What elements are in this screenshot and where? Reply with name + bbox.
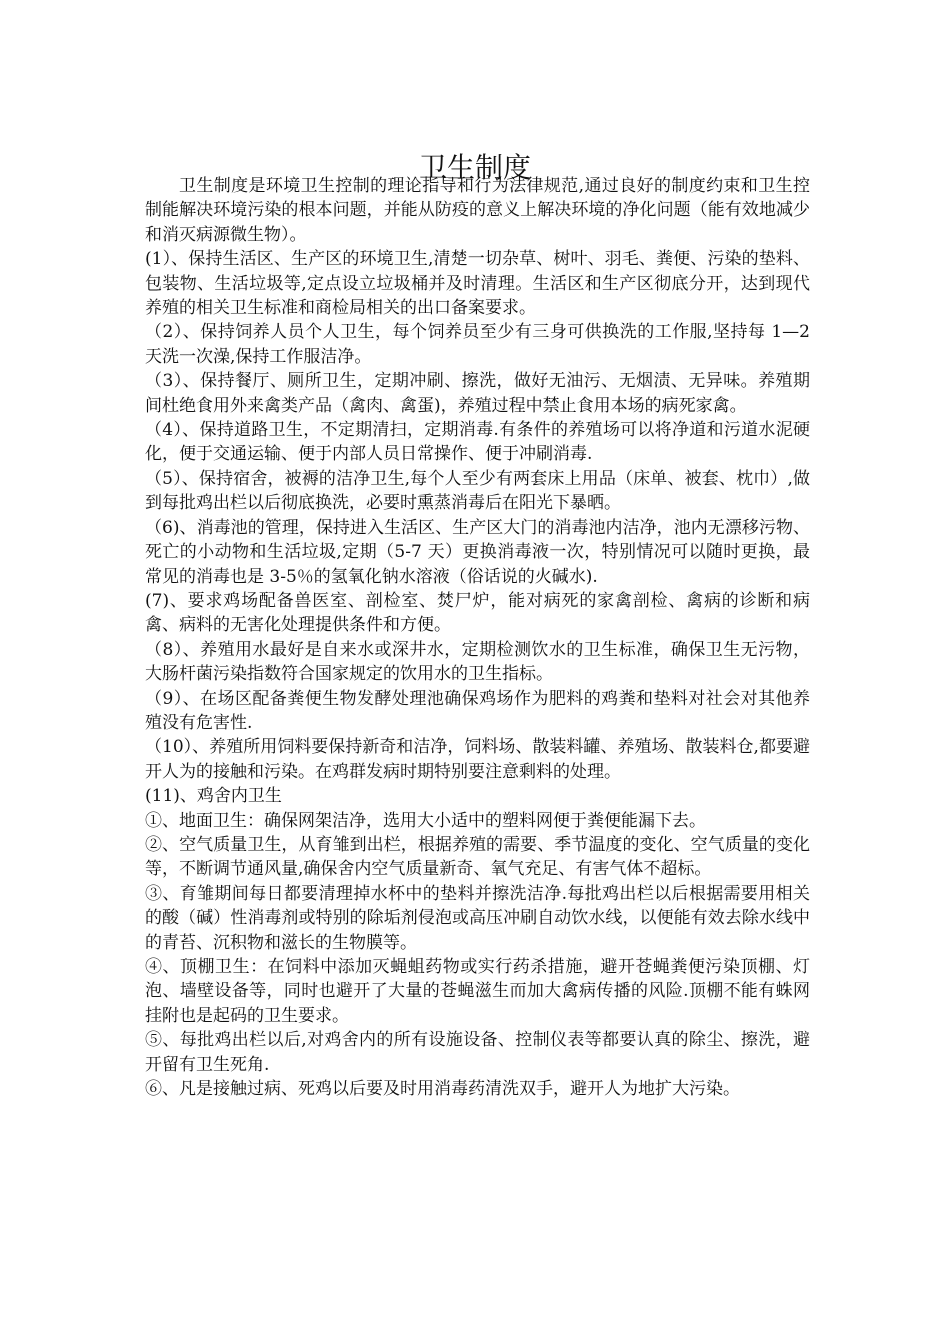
rule-1-paragraph: (1）、保持生活区、生产区的环境卫生,清楚一切杂草、树叶、羽毛、粪便、污染的垫料、包装物、生活垃圾等,定点设立垃圾桶并及时清理。生活区和生产区彻底分开，达到现代养殖的相关卫生标准和商检局相关的出口备案要求。 bbox=[145, 249, 810, 319]
subrule-3-paragraph: ③、育雏期间每日都要清理掉水杯中的垫料并擦洗洁净.每批鸡出栏以后根据需要用相关的酸（碱）性消毒剂或特别的除垢剂侵泡或高压冲刷自动饮水线，以便能有效去除水线中的青苔、沉积物和滋长的生物膜等。 bbox=[145, 883, 810, 953]
intro-paragraph: 卫生制度是环境卫生控制的理论指导和行为法律规范,通过良好的制度约束和卫生控制能解决环境污染的根本问题，并能从防疫的意义上解决环境的净化问题（能有效地减少和消灭病源微生物）。 bbox=[145, 176, 810, 245]
subrule-4-paragraph: ④、顶棚卫生：在饲料中添加灭蝇蛆药物或实行药杀措施，避开苍蝇粪便污染顶棚、灯泡、墙壁设备等，同时也避开了大量的苍蝇滋生而加大禽病传播的风险.顶棚不能有蛛网挂附也是起码的卫生要求。 bbox=[145, 957, 810, 1026]
subrule-2-paragraph: ②、空气质量卫生，从育雏到出栏，根据养殖的需要、季节温度的变化、空气质量的变化等，不断调节通风量,确保舍内空气质量新奇、氧气充足、有害气体不超标。 bbox=[145, 834, 810, 880]
rule-8-paragraph: （8）、养殖用水最好是自来水或深井水，定期检测饮水的卫生标准，确保卫生无污物，大肠杆菌污染指数符合国家规定的饮用水的卫生指标。 bbox=[145, 639, 810, 685]
rule-4-paragraph: （4）、保持道路卫生，不定期清扫，定期消毒.有条件的养殖场可以将净道和污道水泥硬化，便于交通运输、便于内部人员日常操作、便于冲刷消毒. bbox=[145, 420, 810, 465]
document-body bbox=[145, 174, 810, 1101]
rule-2-paragraph: （2）、保持饲养人员个人卫生，每个饲养员至少有三身可供换洗的工作服,坚持每 1—2 天洗一次澡,保持工作服洁净。 bbox=[145, 322, 810, 367]
rule-10-paragraph: （10）、养殖所用饲料要保持新奇和洁净，饲料场、散装料罐、养殖场、散装料仓,都要避开人为的接触和污染。在鸡群发病时期特别要注意剩料的处理。 bbox=[145, 737, 810, 782]
document-title: 卫生制度 bbox=[418, 150, 531, 184]
rule-7-paragraph: (7)、要求鸡场配备兽医室、剖检室、焚尸炉，能对病死的家禽剖检、禽病的诊断和病禽、病料的无害化处理提供条件和方便。 bbox=[145, 590, 810, 636]
subrule-1-paragraph: ①、地面卫生：确保网架洁净，选用大小适中的塑料网便于粪便能漏下去。 bbox=[145, 810, 706, 831]
subrule-6-paragraph: ⑥、凡是接触过病、死鸡以后要及时用消毒药清洗双手，避开人为地扩大污染。 bbox=[145, 1079, 740, 1100]
subrule-5-paragraph: ⑤、每批鸡出栏以后,对鸡舍内的所有设施设备、控制仪表等都要认真的除尘、擦洗，避开留有卫生死角. bbox=[145, 1030, 810, 1075]
rule-9-paragraph: （9）、在场区配备粪便生物发酵处理池确保鸡场作为肥料的鸡粪和垫料对社会对其他养殖没有危害性. bbox=[145, 688, 810, 733]
rule-5-paragraph: （5）、保持宿舍，被褥的洁净卫生,每个人至少有两套床上用品（床单、被套、枕巾）,做到每批鸡出栏以后彻底换洗，必要时熏蒸消毒后在阳光下暴晒。 bbox=[145, 468, 810, 514]
rule-6-paragraph: （6)、消毒池的管理，保持进入生活区、生产区大门的消毒池内洁净，池内无漂移污物、死亡的小动物和生活垃圾,定期（5-7 天）更换消毒液一次，特别情况可以随时更换，最常见的消毒也是 3-5％的氢氧化钠水溶液（俗话说的火碱水). bbox=[145, 517, 810, 587]
rule-11-heading: (11)、鸡舍内卫生 bbox=[145, 786, 282, 807]
rule-3-paragraph: （3）、保持餐厅、厕所卫生，定期冲刷、擦洗，做好无油污、无烟渍、无异味。养殖期间杜绝食用外来禽类产品（禽肉、禽蛋)，养殖过程中禁止食用本场的病死家禽。 bbox=[145, 371, 810, 416]
